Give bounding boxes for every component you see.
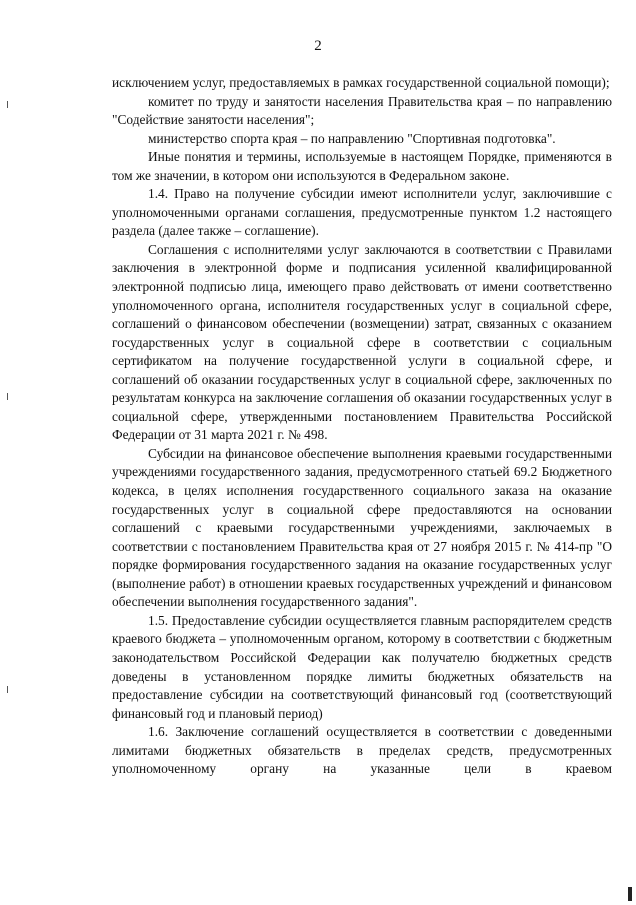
paragraph-agreements: Соглашения с исполнителями услуг заключаются в соответствии с Правилами заключения в электронной форме и подписания усиленной квалифицированной электронной подписью лица, имеющего право действовать от имени соответственно уполномоченного органа, исполнителя государственных услуг в социальной сфере, соглашений о финансовом обеспечении (возмещении) затрат, связанных с оказанием государственных услуг в социальной сфере в соответствии с социальным сертификатом на получение государственной услуги в социальной сфере, и соглашений об оказании государственных услуг в социальной сфере, заключенных по результатам конкурса на заключение соглашения об оказании государственных услуг в социальной сфере, утвержденными постановлением Правительства Российской Федерации от 31 марта 2021 г. № 498. <box>112 241 612 443</box>
paragraph-continuation: исключением услуг, предоставляемых в рамках государственной социальной помощи); <box>112 75 610 90</box>
paragraph-clause-1-6: 1.6. Заключение соглашений осуществляется в соответствии с доведенными лимитами бюджетных обязательств в пределах средств, предусмотренных уполномоченному органу на указанные цели в краевом <box>112 724 612 777</box>
scan-margin-mark <box>7 101 8 108</box>
paragraph-clause-1-5: 1.5. Предоставление субсидии осуществляется главным распорядителем средств краевого бюджета – уполномоченным органом, которому в соответствии с бюджетным законодательством Российской Федерации как получателю бюджетных средств доведены в установленном порядке лимиты бюджетных обязательств на предоставление субсидии на соответствующий финансовый год (соответствующий финансовый год и плановый период) <box>112 612 612 721</box>
scan-corner-mark <box>628 887 632 901</box>
paragraph-subsidies: Субсидии на финансовое обеспечение выполнения краевыми государственными учреждениями государственного задания, предусмотренного статьей 69.2 Бюджетного кодекса, в целях исполнения государственного социального заказа на оказание государственных услуг в социальной сфере предоставляются на основании соглашений с краевыми государственными учреждениями, заключаемых в соответствии с постановлением Правительства края от 27 ноября 2015 г. № 414-пр "О порядке формирования государственного задания на оказание государственных услуг (выполнение работ) в отношении краевых государственных учреждений и финансовом обеспечении выполнения государственного задания". <box>112 445 612 610</box>
paragraph-clause-1-4: 1.4. Право на получение субсидии имеют исполнители услуг, заключившие с уполномоченными органами соглашения, предусмотренные пунктом 1.2 настоящего раздела (далее также – соглашение). <box>112 186 612 239</box>
paragraph-terms: Иные понятия и термины, используемые в настоящем Порядке, применяются в том же значении, в котором они используются в Федеральном законе. <box>112 149 612 183</box>
scan-margin-mark <box>7 393 8 400</box>
paragraph-sports-ministry: министерство спорта края – по направлению "Спортивная подготовка". <box>148 130 556 146</box>
page-number: 2 <box>314 38 322 54</box>
document-body <box>112 74 612 779</box>
paragraph-labor-committee: комитет по труду и занятости населения Правительства края – по направлению "Содействие занятости населения"; <box>112 93 612 128</box>
scan-margin-mark <box>7 686 8 693</box>
